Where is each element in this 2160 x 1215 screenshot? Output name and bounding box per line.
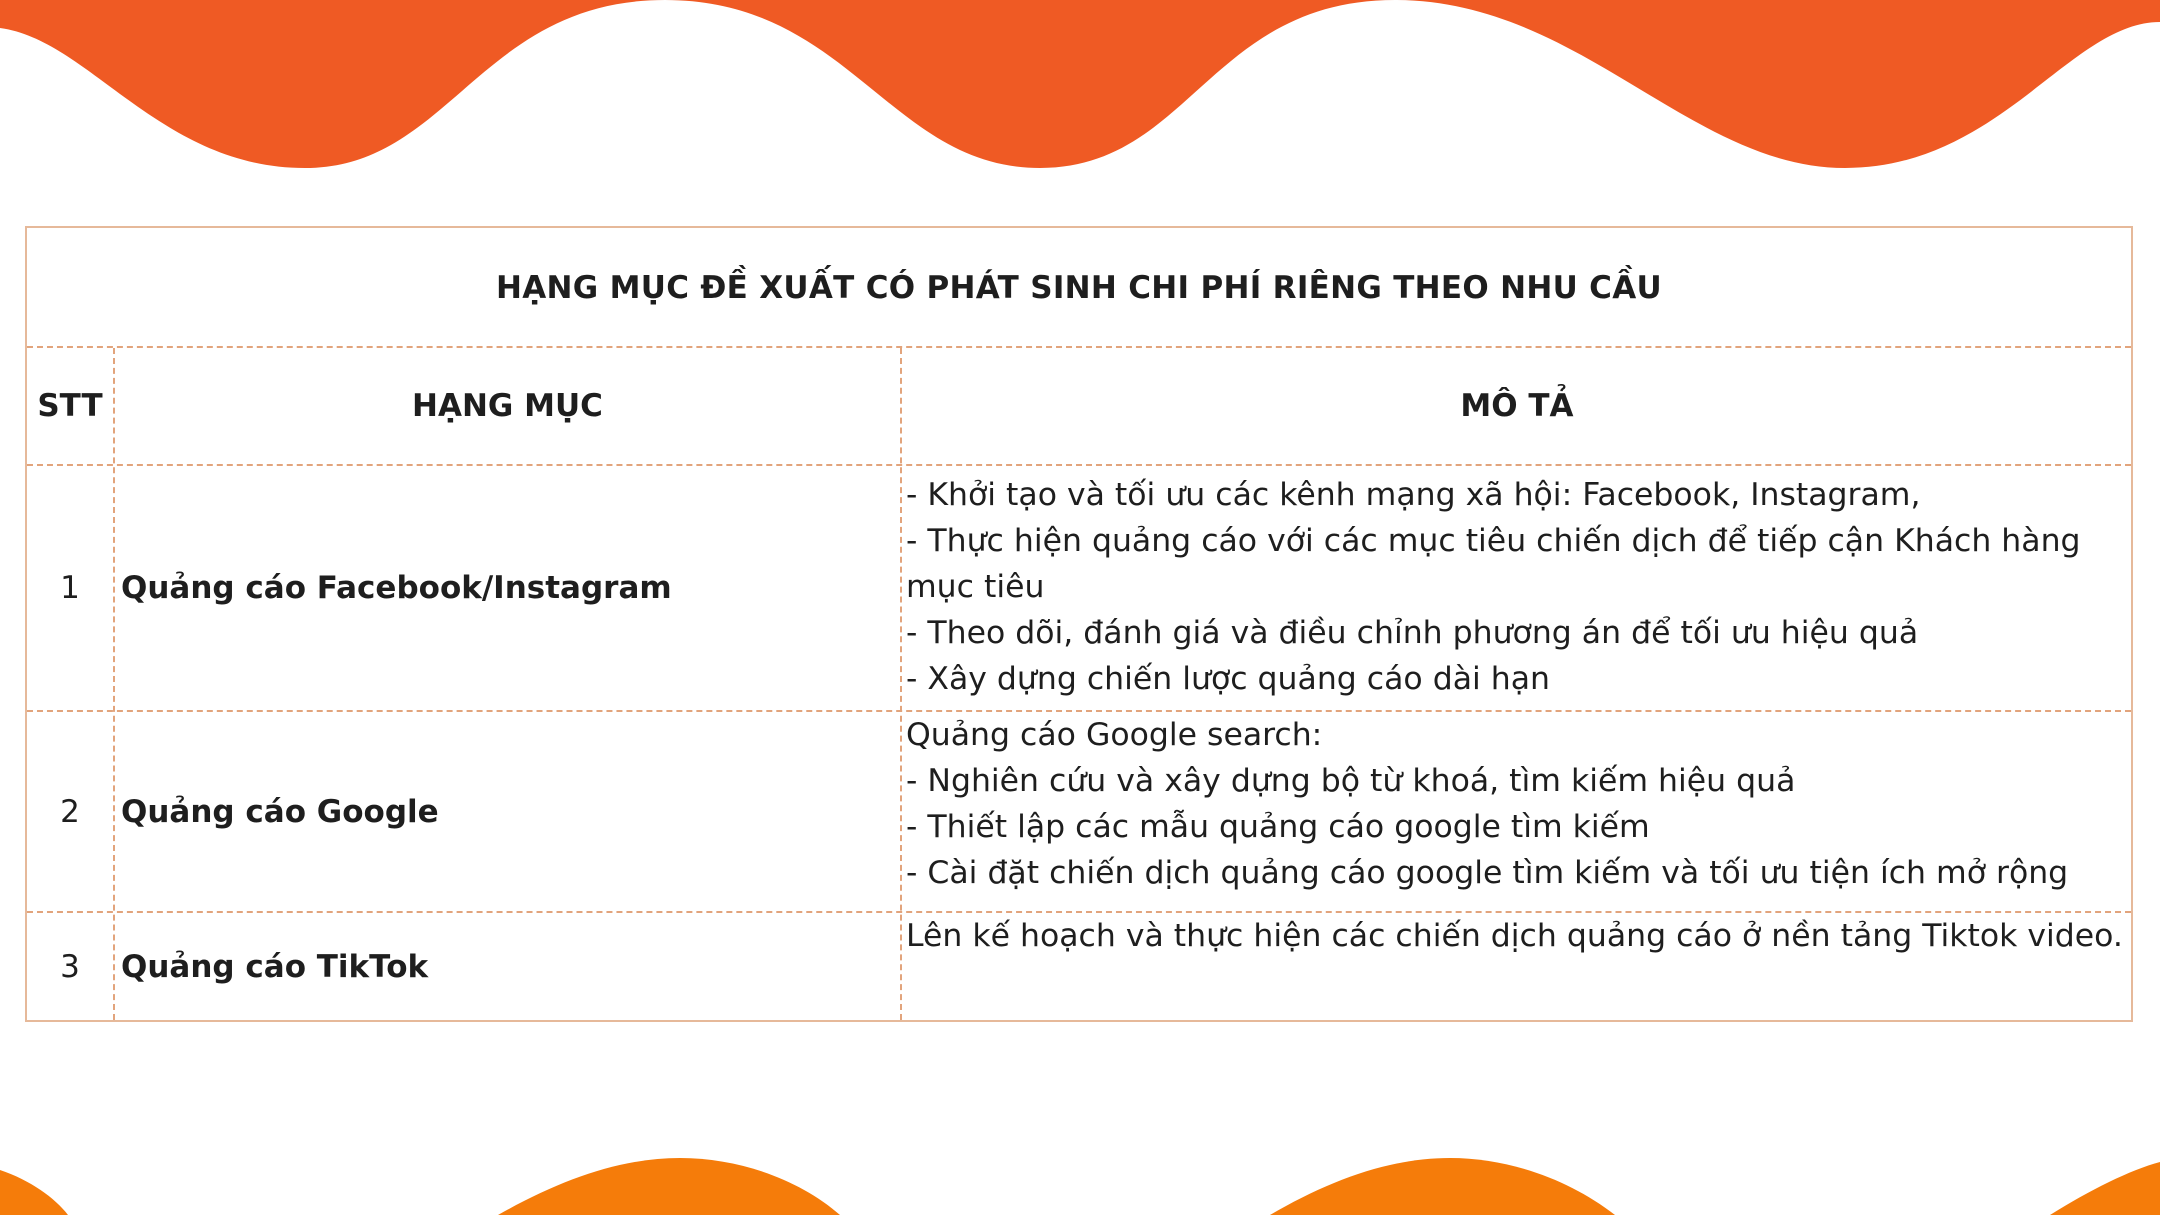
column-divider (900, 348, 902, 1020)
item-name: Quảng cáo Google (121, 793, 439, 830)
table-title: HẠNG MỤC ĐỀ XUẤT CÓ PHÁT SINH CHI PHÍ RIÊNG THEO NHU CẦU (495, 270, 1662, 306)
desc-cell (902, 913, 2132, 1020)
table-header-row (27, 348, 2131, 466)
row-number: 2 (60, 793, 80, 830)
stt-cell (27, 712, 113, 911)
header-item-cell (115, 348, 900, 464)
table-row (27, 913, 2131, 1020)
header-item: HẠNG MỤC (412, 388, 603, 424)
item-name: Quảng cáo TikTok (121, 948, 429, 985)
top-wave-decoration (0, 0, 2160, 180)
table-row (27, 712, 2131, 913)
item-description: Quảng cáo Google search: - Nghiên cứu và xây dựng bộ từ khoá, tìm kiếm hiệu quả - Thiết lập các mẫu quảng cáo google tìm kiếm - Cài đặt chiến dịch quảng cáo google tìm kiếm và tối ưu tiện ích mở rộng (906, 717, 2069, 891)
table-title-row (27, 228, 2131, 348)
header-stt-cell (27, 348, 113, 464)
item-name: Quảng cáo Facebook/Instagram (121, 570, 672, 606)
stt-cell (27, 466, 113, 710)
item-cell (115, 913, 900, 1020)
row-number: 1 (60, 570, 80, 606)
item-cell (115, 712, 900, 911)
bottom-wave-decoration (0, 1140, 2160, 1215)
item-description: Lên kế hoạch và thực hiện các chiến dịch quảng cáo ở nền tảng Tiktok video. (906, 918, 2123, 954)
row-number: 3 (60, 948, 80, 985)
stt-cell (27, 913, 113, 1020)
item-description: - Khởi tạo và tối ưu các kênh mạng xã hội: Facebook, Instagram, - Thực hiện quảng cáo với các mục tiêu chiến dịch để tiếp cận Khách hàng mục tiêu - Theo dõi, đánh giá và điều chỉnh phương án để tối ưu hiệu quả - Xây dựng chiến lược quảng cáo dài hạn (906, 477, 2081, 697)
desc-cell (902, 466, 2132, 710)
table-row (27, 466, 2131, 712)
column-divider (113, 348, 115, 1020)
cost-items-table (25, 226, 2133, 1022)
header-desc-cell (902, 348, 2132, 464)
header-stt: STT (37, 388, 103, 424)
header-desc: MÔ TẢ (1460, 388, 1574, 424)
desc-cell (902, 712, 2132, 911)
item-cell (115, 466, 900, 710)
